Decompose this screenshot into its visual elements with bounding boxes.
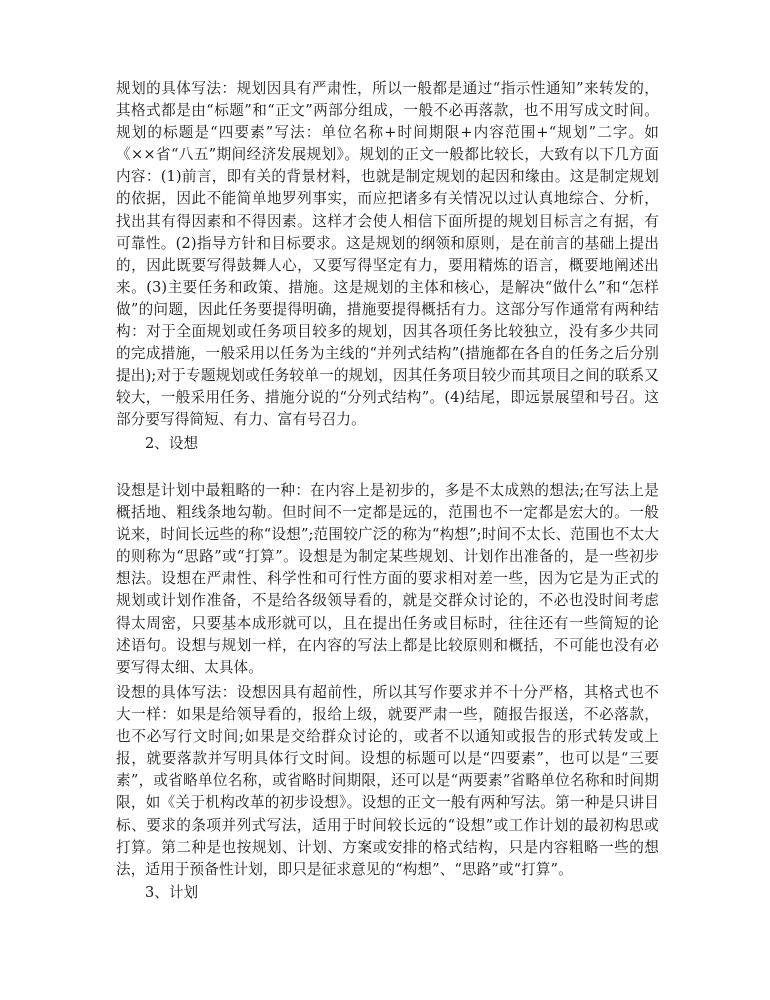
paragraph-concept-definition: 设想是计划中最粗略的一种：在内容上是初步的，多是不太成熟的想法;在写法上是概括地、粗线条地勾勒。但时间不一定都是远的，范围也不一定都是宏大的。一般说来，时间长远些的称“设想”;范围较广泛的称为“构想”;时间不太长、范围也不太大的则称为“思路”或“打算”。设想是为制定某些规划、计划作出准备的，是一些初步想法。设想在严肃性、科学性和可行性方面的要求相对差一些，因为它是为正式的规划或计划作准备，不是给各级领导看的，就是交群众讨论的，不必也没时间考虑得太周密，只要基本成形就可以，且在提出任务或目标时，往往还有一些简短的论述语句。设想与规划一样，在内容的写法上都是比较原则和概括，不可能也没有必要写得太细、太具体。 (116, 482, 659, 676)
section-heading-3: 3、计划 (145, 884, 199, 901)
section-heading-2: 2、设想 (145, 435, 199, 452)
paragraph-concept-writing: 设想的具体写法：设想因具有超前性，所以其写作要求并不十分严格，其格式也不大一样：如果是给领导看的，报给上级，就要严肃一些，随报告报送，不必落款，也不必写行文时间;如果是交给群众讨论的，或者不以通知或报告的形式转发或上报，就要落款并写明具体行文时间。设想的标题可以是“四要素”，也可以是“三要素”，或省略单位名称，或省略时间期限，还可以是“两要素”省略单位名称和时间期限，如《关于机构改革的初步设想》。设想的正文一般有两种写法。第一种是只讲目标、要求的条项并列式写法，适用于时间较长远的“设想”或工作计划的最初构思或打算。第二种是也按规划、计划、方案或安排的格式结构，只是内容粗略一些的想法，适用于预备性计划，即只是征求意见的“构想”、“思路”或“打算”。 (116, 684, 659, 878)
paragraph-planning-writing: 规划的具体写法：规划因具有严肃性，所以一般都是通过“指示性通知”来转发的，其格式都是由“标题”和“正文”两部分组成，一般不必再落款，也不用写成文时间。规划的标题是“四要素”写法：单位名称+时间期限+内容范围+“规划”二字。如《××省“八五”期间经济发展规划》。规划的正文一般都比较长，大致有以下几方面内容：(1)前言，即有关的背景材料，也就是制定规划的起因和缘由。这是制定规划的依据，因此不能简单地罗列事实，而应把诸多有关情况以过认真地综合、分析，找出其有得因素和不得因素。这样才会使人相信下面所提的规划目标言之有据，有可靠性。(2)指导方针和目标要求。这是规划的纲领和原则，是在前言的基础上提出的，因此既要写得鼓舞人心，又要写得坚定有力，要用精炼的语言，概要地阐述出来。(3)主要任务和政策、措施。这是规划的主体和核心，是解决“做什么”和“怎样做”的问题，因此任务要提得明确，措施要提得概括有力。这部分写作通常有两种结构：对于全面规划或任务项目较多的规划，因其各项任务比较独立，没有多少共同的完成措施，一般采用以任务为主线的“并列式结构”(措施都在各自的任务之后分别提出);对于专题规划或任务较单一的规划，因其任务项目较少而其项目之间的联系又较大，一般采用任务、措施分说的“分列式结构”。(4)结尾，即远景展望和号召。这部分要写得简短、有力、富有号召力。 (116, 80, 659, 429)
